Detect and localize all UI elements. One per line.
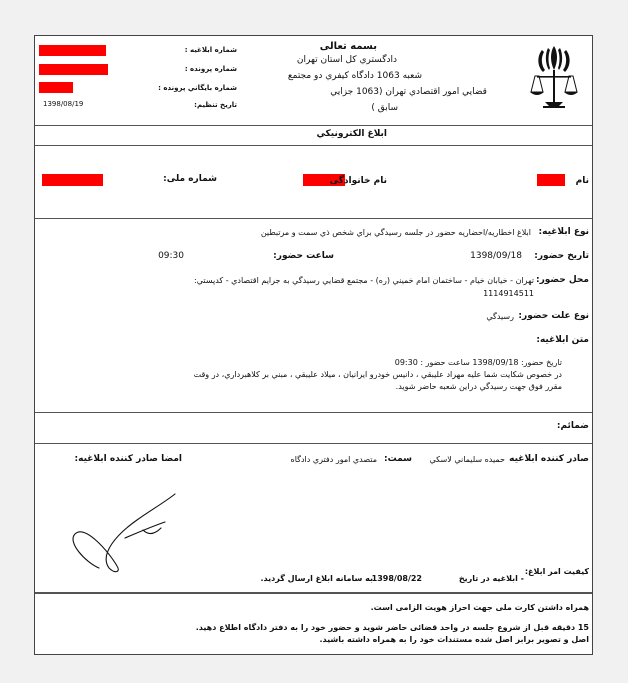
notice-text-line-3: مقرر فوق جهت رسيدگي دراين شعبه حاضر شويد.	[395, 382, 562, 391]
issuer-role-label: سمت:	[383, 454, 412, 464]
family-name-label: نام خانوادگی	[329, 176, 387, 186]
notice-text-line-2: در خصوص شكايت شما عليه مهراد عليبقي ، دانيس خودرو ايرانيان ، ميلاد عليبقي ، مبني بر كلاهبرداري، در وقت	[193, 370, 562, 379]
iran-emblem-icon	[529, 40, 579, 116]
national-id-label: شماره ملی:	[163, 174, 217, 184]
case-number-redacted	[39, 64, 108, 75]
document-title: ابلاغ الكترونيكي	[316, 129, 387, 139]
attendance-date-label: تاریخ حضور:	[534, 251, 589, 261]
court-line-1: دادگستري كل استان تهران	[296, 55, 397, 65]
quality-part-2: به سامانه ابلاغ ارسال گردید.	[260, 574, 373, 583]
notice-number-label: شماره ابلاغيه :	[184, 46, 237, 54]
attendance-reason-label: نوع علت حضور:	[518, 311, 589, 321]
name-label: نام	[575, 176, 589, 186]
attendance-place-value: تهران - خيابان خيام - ساختمان امام خميني (ره) - مجتمع قضايي رسيدگي به جرايم اقتصادي - كدپستي:	[194, 276, 534, 285]
attendance-time-label: ساعت حضور:	[273, 251, 334, 261]
attendance-place-label: محل حضور:	[535, 275, 589, 285]
quality-label: کیفیت امر ابلاغ:	[524, 567, 589, 576]
notice-page	[34, 35, 593, 655]
details-section	[35, 219, 592, 413]
issuer-role-value: متصدي امور دفتري دادگاه	[290, 455, 377, 464]
archive-number-label: شماره بايگاني پرونده :	[158, 84, 237, 92]
notice-number-redacted	[39, 45, 106, 56]
signature-label: امضا صادر کننده ابلاغیه:	[74, 454, 182, 464]
title-divider	[35, 126, 592, 146]
date-value: 1398/08/19	[43, 100, 84, 108]
note-line-3: اصل و تصوير برابر اصل شده مستندات خود را به همراه داشته باشيد.	[319, 635, 589, 644]
header-section	[35, 36, 592, 139]
attendance-date-value: 1398/09/18	[470, 251, 522, 261]
person-section	[35, 146, 592, 219]
issuer-label: صادر کننده ابلاغیه	[509, 454, 589, 464]
case-number-label: شماره پرونده :	[184, 65, 237, 73]
notice-text-label: متن ابلاغیه:	[536, 335, 589, 345]
issuer-name: حميده سليماني لاسكي	[429, 455, 505, 464]
attendance-time-value: 09:30	[158, 251, 184, 261]
court-line-3: قضايي امور اقتصادي تهران (1063 جزايي	[330, 87, 487, 97]
bismillah: بسمه تعالی	[319, 41, 377, 52]
issuer-section	[35, 444, 592, 593]
attendance-reason-value: رسيدگي	[486, 312, 514, 321]
attachments-label: ضمائم:	[556, 421, 589, 431]
archive-number-redacted	[39, 82, 73, 93]
quality-date: 1398/08/22	[371, 574, 422, 583]
note-line-1: همراه داشتن كارت ملی جهت احراز هويت الزامی است.	[370, 603, 589, 612]
notice-text-line-1: تاريخ حضور: 1398/09/18 ساعت حضور : 09:30	[394, 358, 562, 367]
attendance-place-postal: 1114914511	[483, 289, 534, 298]
quality-part-1: - ابلاغیه در تاریخ	[458, 574, 524, 583]
name-redacted	[537, 174, 565, 186]
national-id-redacted	[42, 174, 103, 186]
note-line-2: 15 دقيقه قبل از شروع جلسه در واحد قضائی حاضر شويد و حضور خود را به دفتر دادگاه اطلاع دهيد.	[195, 623, 589, 632]
court-line-2: شعبه 1063 دادگاه كيفري دو مجتمع	[287, 71, 422, 81]
quality-section	[35, 593, 592, 594]
date-label: تاريخ تنظيم:	[194, 101, 237, 109]
notice-type-value: ابلاغ اخطاريه/احضاريه حضور در جلسه رسيدگي براي شخص ذي سمت و مرتبطين	[260, 228, 531, 237]
signature-icon	[65, 482, 185, 582]
notice-type-label: نوع ابلاغیه:	[538, 227, 589, 237]
attachments-section	[35, 413, 592, 444]
court-line-4: سابق )	[371, 103, 398, 113]
